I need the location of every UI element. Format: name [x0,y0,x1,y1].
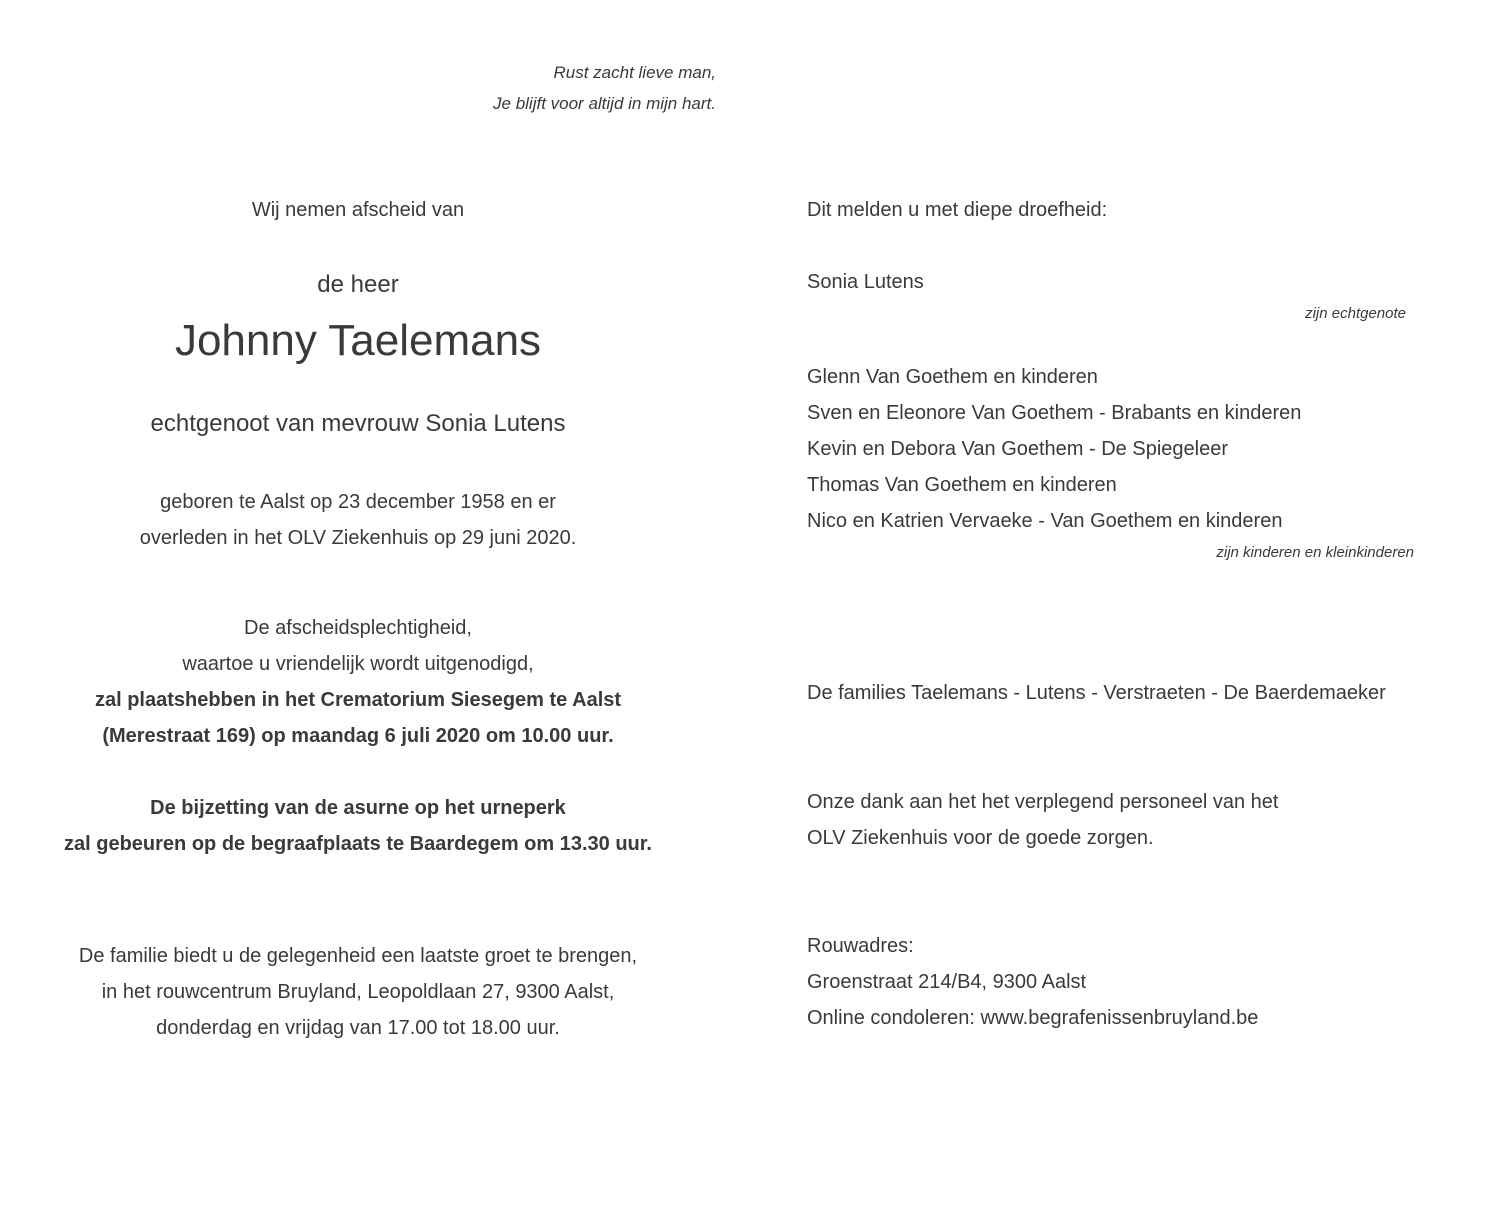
quote-line-1: Rust zacht lieve man, [553,63,716,82]
death-line: overleden in het OLV Ziekenhuis op 29 juni 2020. [139,527,577,549]
visit-line: donderdag en vrijdag van 17.00 tot 18.00 uur. [156,1017,560,1039]
visit-line: in het rouwcentrum Bruyland, Leopoldlaan 27, 9300 Aalst, [101,981,615,1003]
thanks-line: Onze dank aan het het verplegend personeel van het [807,791,1279,813]
thanks-line: OLV Ziekenhuis voor de goede zorgen. [807,827,1154,849]
spouse-line: echtgenoot van mevrouw Sonia Lutens [150,410,566,437]
wife-note: zijn echtgenote [1305,305,1406,322]
child-line: Thomas Van Goethem en kinderen [807,474,1117,496]
ceremony-line: zal plaatshebben in het Crematorium Siesegem te Aalst [94,689,622,711]
burial-line: zal gebeuren op de begraafplaats te Baardegem om 13.30 uur. [64,833,652,855]
ceremony-line: (Merestraat 169) op maandag 6 juli 2020 om 10.00 uur. [102,725,614,747]
child-line: Nico en Katrien Vervaeke - Van Goethem en kinderen [807,510,1283,532]
ceremony-line: waartoe u vriendelijk wordt uitgenodigd, [182,653,534,675]
announcement: Dit melden u met diepe droefheid: [807,199,1108,221]
child-line: Kevin en Debora Van Goethem - De Spiegeleer [807,438,1228,460]
children-note: zijn kinderen en kleinkinderen [1216,544,1414,561]
families-line: De families Taelemans - Lutens - Verstraeten - De Baerdemaeker [807,682,1386,704]
child-line: Glenn Van Goethem en kinderen [807,366,1098,388]
online-condolences: Online condoleren: www.begrafenissenbruyland.be [807,1007,1259,1029]
address-label: Rouwadres: [807,935,914,957]
burial-line: De bijzetting van de asurne op het urneperk [150,797,566,819]
child-line: Sven en Eleonore Van Goethem - Brabants en kinderen [807,402,1302,424]
quote-line-2: Je blijft voor altijd in mijn hart. [493,94,716,113]
wife-name: Sonia Lutens [807,271,924,293]
honorific: de heer [317,271,399,298]
intro-text: Wij nemen afscheid van [251,199,465,221]
visit-line: De familie biedt u de gelegenheid een laatste groet te brengen, [78,945,638,967]
address-line: Groenstraat 214/B4, 9300 Aalst [807,971,1087,993]
ceremony-line: De afscheidsplechtigheid, [244,617,472,639]
deceased-name: Johnny Taelemans [174,316,542,365]
birth-line: geboren te Aalst op 23 december 1958 en er [160,491,556,513]
